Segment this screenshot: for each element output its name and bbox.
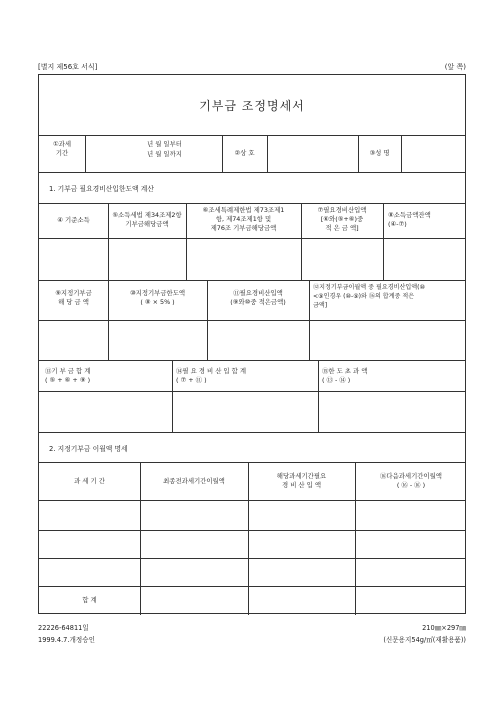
company-label: ②상 호 [234,149,255,157]
special-tax-donation-label: ⑥조세특례제한법 제73조제1 항, 제74조제1항 및 제76조 기부금해당금액 [202,206,285,232]
total-row-label: 합 계 [82,596,97,604]
rule [172,360,173,432]
prior-carryover-header: 최종전과세기간이월액 [163,477,225,485]
rule [309,280,310,360]
rule [39,280,465,281]
rule [383,203,384,280]
section2-heading: 2. 지정기부금 이월액 명세 [49,445,128,453]
approval-date: 1999.4.7.개정승인 [38,636,95,644]
paper-spec: (신문용지54g/㎡(재활용품)) [383,636,466,644]
carryover-deduction-label: ⑫지정기부금이월액 중 필요경비산입액(⑩ <⑨인경우 (⑩-⑨)와 ⑯의 합계중 적은 금액] [313,284,425,309]
form-number: [별지 제56호 서식] [38,63,98,71]
rule [39,172,465,173]
next-carryover-header: ⑯다음과세기간이월액 ( ⑯ - ⑯ ) [380,472,442,489]
page-side-label: (앞 쪽) [444,63,466,71]
rule [39,238,465,239]
period-start: 년 월 일부터 [147,140,182,148]
deductible-designated-label: ⑪필요경비산입액 (⑨와⑩중 적은금액) [230,289,286,306]
rule [401,135,402,172]
form-code: 22226-64811일 [38,624,89,632]
income-tax-donation-label: ⑤소득세법 제34조제2항 기부금해당금액 [112,211,182,228]
rule [39,432,465,433]
donation-total-label: ⑬기 부 금 합 계 ( ⑤ + ⑥ + ⑨ ) [45,367,91,384]
section1-heading: 1. 기부금 필요경비산입한도액 계산 [49,185,154,193]
deduction-total-label: ⑭필 요 경 비 산 입 합 계 ( ⑦ + ⑪ ) [176,367,246,384]
base-income-label: ④ 기준소득 [57,216,90,224]
rule [39,320,465,321]
rule [39,500,465,501]
rule [39,391,465,392]
tax-period-header: 과 세 기 간 [74,477,105,485]
donation-adjustment-form [38,74,466,614]
rule [267,135,268,172]
name-label: ③성 명 [369,149,390,157]
rule [39,360,465,361]
rule [39,203,465,204]
period-end: 년 월 일까지 [147,150,182,158]
income-balance-label: ⑧소득금액잔액 (④-⑦) [388,211,431,228]
paper-size: 210㎜×297㎜ [422,624,466,632]
current-deduction-header: 해당과세기간필요 경 비 산 입 액 [276,472,327,489]
rule [318,360,319,432]
rule [39,586,465,587]
deductible-amount-label: ⑦필요경비산입액 [⑥와(⑤+⑥)중 적 은 금 액] [317,206,367,232]
rule [39,558,465,559]
period-label: ①과세 기간 [52,140,72,157]
rule [85,135,86,172]
designated-donation-label: ⑨지정기부금 해 당 금 액 [55,289,92,306]
rule [39,530,465,531]
excess-amount-label: ⑮한 도 초 과 액 ( ⑬ - ⑭ ) [322,367,368,384]
form-title: 기부금 조정명세서 [199,99,305,113]
designated-limit-label: ⑩지정기부금한도액 ( ⑧ × 5% ) [129,289,186,306]
rule [39,462,465,463]
